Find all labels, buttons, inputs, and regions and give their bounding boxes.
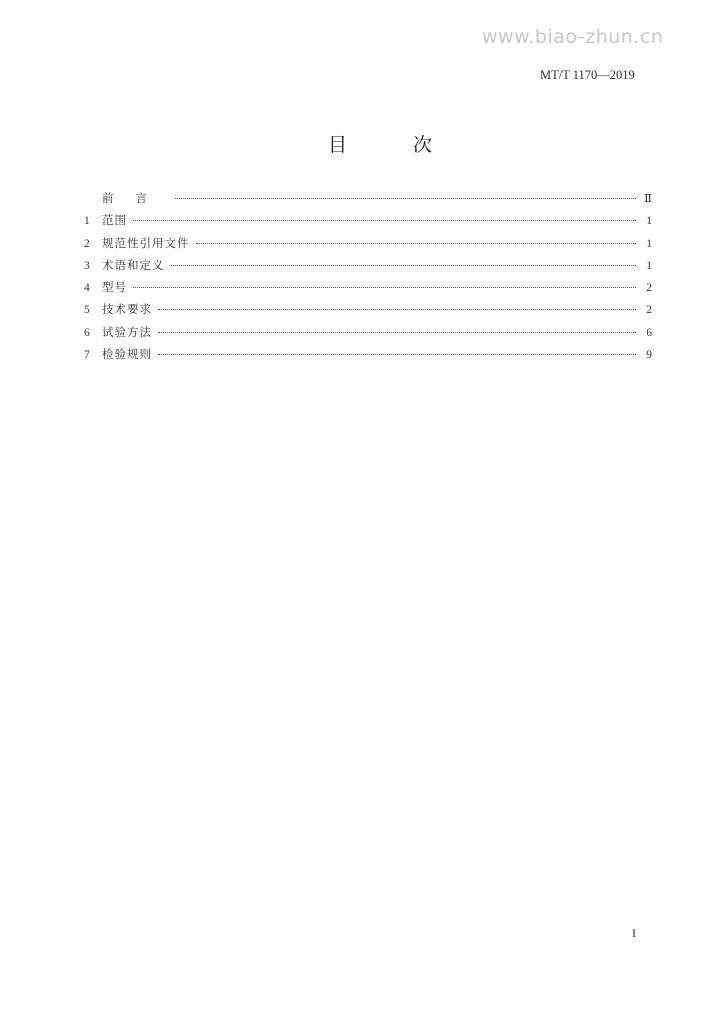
toc-entry-number: 6	[84, 326, 90, 339]
toc-entry-foreword[interactable]	[84, 190, 652, 212]
toc-leader-dots	[133, 220, 636, 221]
toc-entry-label: 术语和定义	[102, 257, 165, 272]
toc-entry-number: 2	[84, 237, 90, 250]
toc-leader-dots	[196, 243, 637, 244]
toc-entry-number: 3	[84, 259, 90, 272]
toc-title: 目 次	[328, 134, 463, 156]
toc-leader-dots	[158, 354, 636, 355]
toc-entry-page: 1	[646, 237, 652, 250]
toc-entry-terms-definitions[interactable]	[84, 257, 652, 279]
toc-entry-label: 技术要求	[102, 302, 152, 317]
toc-entry-page: 1	[646, 215, 652, 228]
toc-entry-test-methods[interactable]	[84, 324, 652, 346]
toc-entry-page: 2	[646, 282, 652, 295]
toc-leader-dots	[133, 287, 636, 288]
toc-entry-number: 7	[84, 349, 90, 362]
toc-entry-label: 前言	[102, 191, 169, 205]
toc-entry-inspection-rules[interactable]	[84, 346, 652, 368]
toc-entry-label: 范围	[102, 213, 127, 228]
toc-entry-normative-references[interactable]	[84, 235, 652, 257]
toc-leader-dots	[171, 265, 637, 266]
toc-entry-page: 9	[646, 349, 652, 362]
toc-entry-number: 4	[84, 282, 90, 295]
toc-entry-technical-requirements[interactable]	[84, 301, 652, 323]
toc-entry-page: 1	[646, 259, 652, 272]
toc-entry-label: 型号	[102, 280, 127, 295]
toc-leader-dots	[175, 198, 636, 199]
toc-entry-label: 检验规则	[102, 347, 152, 362]
toc-entry-model[interactable]	[84, 279, 652, 301]
toc-entry-page: Ⅱ	[644, 193, 652, 205]
table-of-contents	[84, 190, 652, 368]
toc-entry-number: 1	[84, 215, 90, 228]
watermark: www.biao-zhun.cn	[482, 26, 664, 48]
toc-entry-page: 2	[646, 304, 652, 317]
toc-entry-scope[interactable]	[84, 212, 652, 234]
toc-leader-dots	[158, 332, 636, 333]
toc-entry-label: 规范性引用文件	[102, 235, 190, 250]
standard-code: MT/T 1170—2019	[540, 68, 635, 82]
toc-entry-page: 6	[646, 326, 652, 339]
toc-entry-label: 试验方法	[102, 324, 152, 339]
page-number: I	[632, 926, 636, 940]
toc-leader-dots	[158, 309, 636, 310]
toc-entry-number: 5	[84, 304, 90, 317]
